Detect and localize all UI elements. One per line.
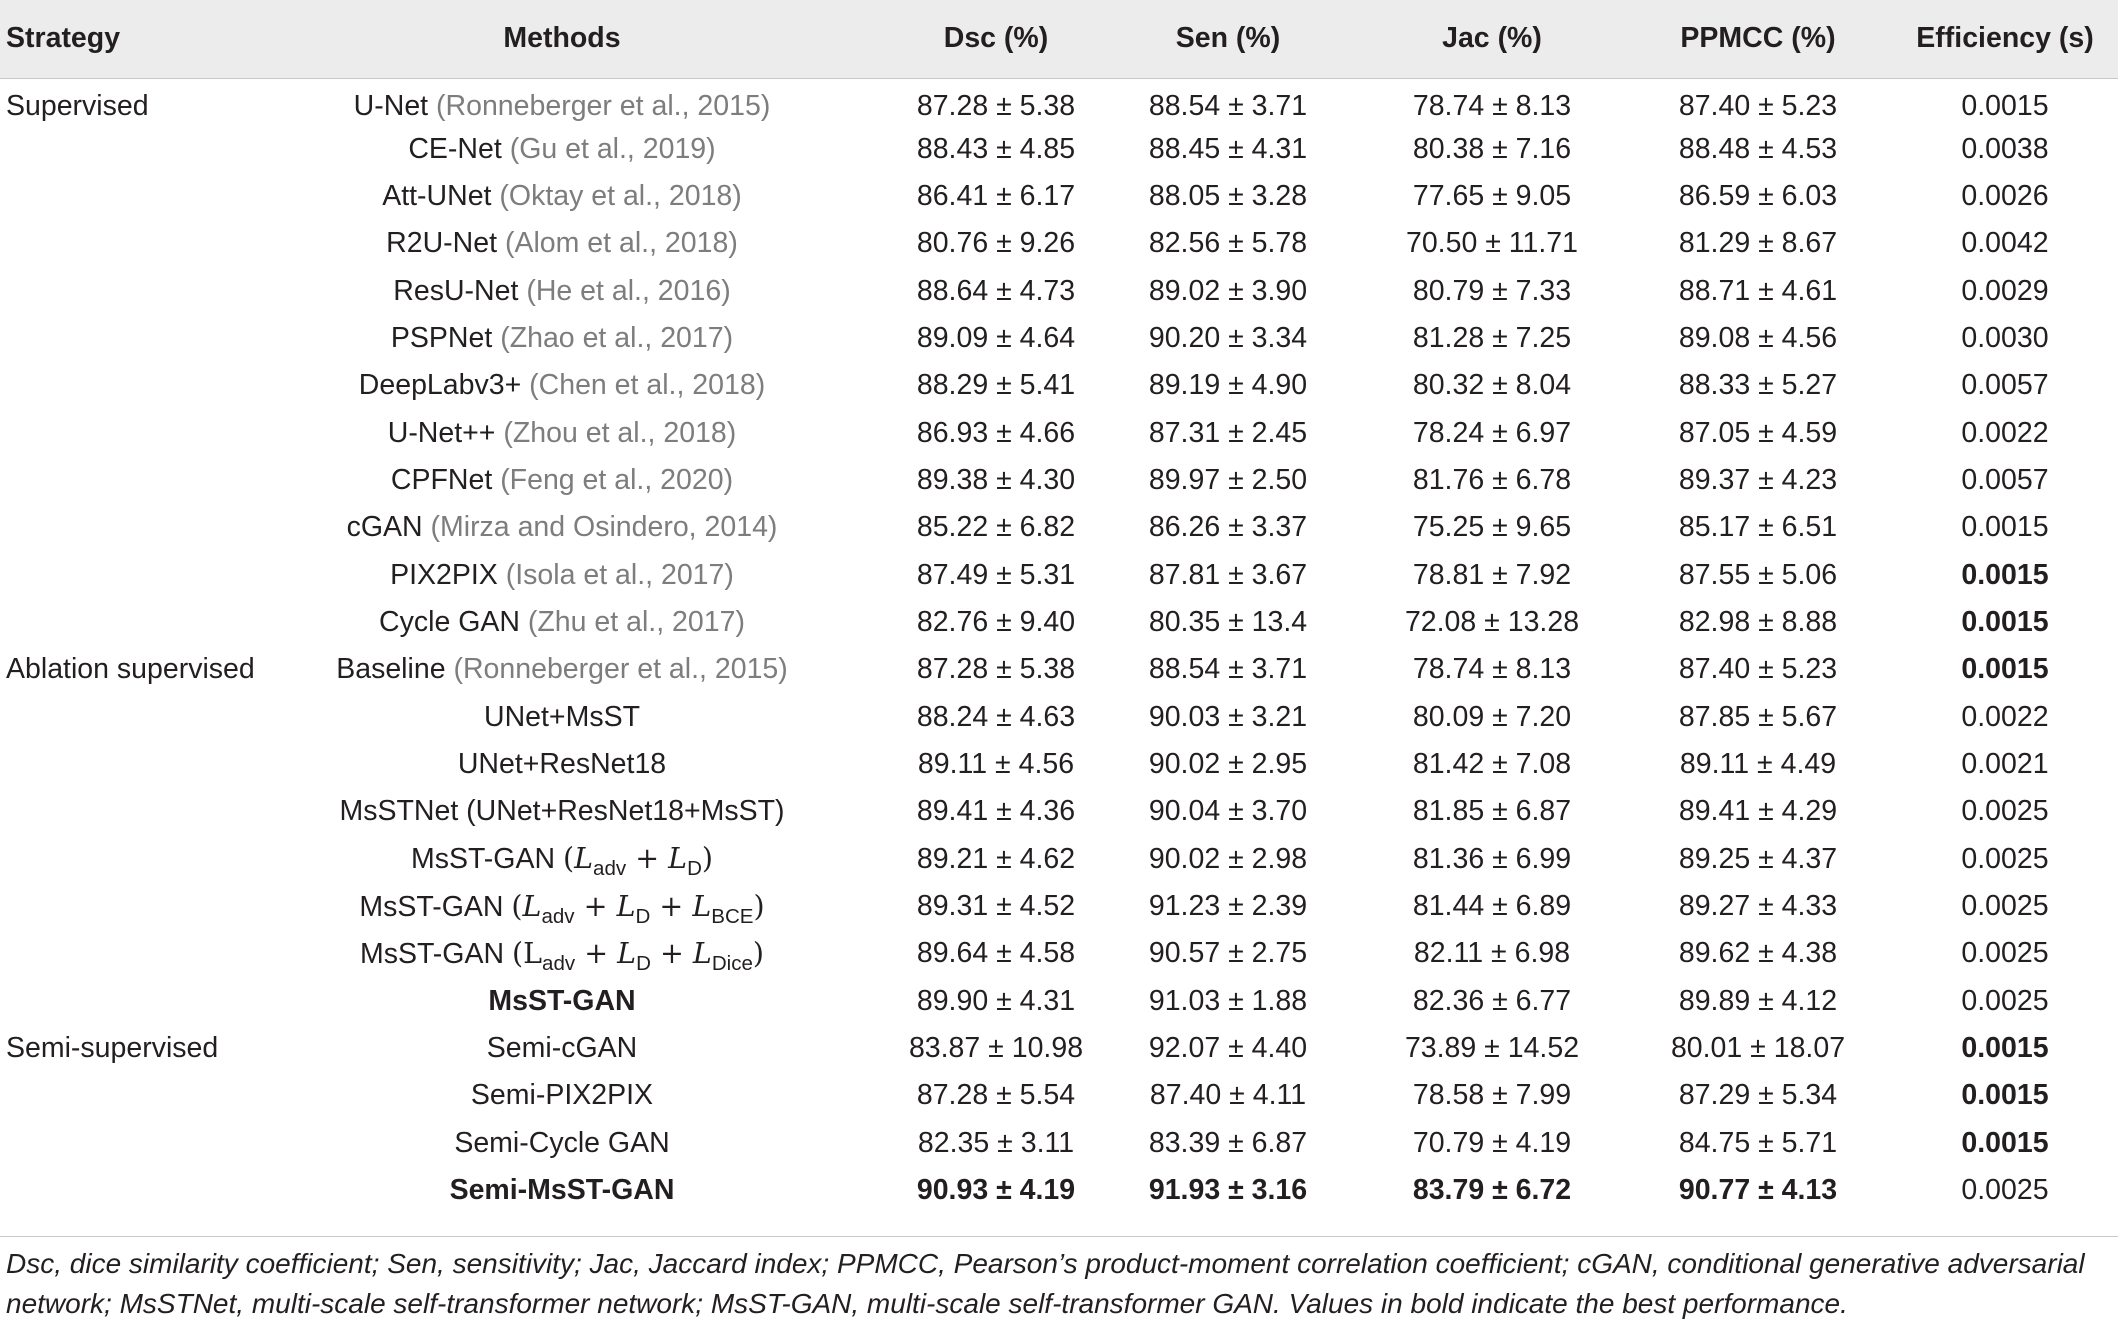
eff-cell: 0.0022 — [1961, 416, 2049, 449]
table-row — [0, 978, 2118, 1025]
ppmcc-cell: 89.62 ± 4.38 — [1678, 937, 1838, 970]
loss-symbol: L — [523, 936, 543, 970]
jac-cell: 75.25 ± 9.65 — [1412, 511, 1572, 544]
eff-cell: 0.0025 — [1961, 1174, 2049, 1207]
method-cell — [228, 504, 896, 551]
loss-term — [523, 937, 542, 970]
strategy-cell — [0, 315, 228, 362]
table-row — [0, 315, 2118, 362]
jac-cell: 78.24 ± 6.97 — [1412, 416, 1572, 449]
dsc-cell: 88.64 ± 4.73 — [916, 274, 1076, 307]
strategy-cell — [0, 362, 228, 409]
table-body — [0, 78, 2118, 1214]
table-row — [0, 1072, 2118, 1119]
loss-symbol: L — [522, 889, 542, 923]
table-row — [0, 267, 2118, 314]
loss-symbol: L — [668, 842, 688, 876]
jac-cell: 73.89 ± 14.52 — [1404, 1032, 1580, 1065]
loss-symbol: L — [617, 936, 637, 970]
method-name: DeepLabv3+ — [358, 369, 522, 402]
dsc-cell: 89.21 ± 4.62 — [916, 842, 1076, 875]
paren-open: ( — [562, 842, 575, 876]
table-row — [0, 362, 2118, 409]
ppmcc-cell: 88.48 ± 4.53 — [1678, 132, 1838, 165]
method-reference: (Mirza and Osindero, 2014) — [430, 511, 778, 544]
eff-cell: 0.0025 — [1961, 984, 2049, 1017]
ppmcc-cell: 89.41 ± 4.29 — [1678, 795, 1838, 828]
col-header-strategy: Strategy — [0, 0, 228, 78]
eff-cell: 0.0015 — [1961, 1126, 2049, 1159]
method-name: Baseline — [336, 653, 446, 686]
method-name: MsST-GAN — [488, 984, 636, 1017]
method-cell — [228, 78, 896, 125]
table-row — [0, 788, 2118, 835]
strategy-cell — [0, 551, 228, 598]
method-name: MsSTNet (UNet+ResNet18+MsST) — [339, 795, 785, 828]
method-cell — [228, 883, 896, 930]
method-name: Semi-PIX2PIX — [470, 1079, 654, 1112]
table-row — [0, 457, 2118, 504]
method-reference: (Zhao et al., 2017) — [500, 321, 734, 354]
strategy-cell — [0, 741, 228, 788]
strategy-cell — [0, 173, 228, 220]
method-reference: (Alom et al., 2018) — [504, 227, 738, 260]
paren-open: ( — [511, 936, 524, 970]
table-row — [0, 1120, 2118, 1167]
loss-term — [617, 937, 636, 970]
method-name: U-Net — [353, 90, 429, 123]
jac-cell: 81.42 ± 7.08 — [1412, 747, 1572, 780]
jac-cell: 82.36 ± 6.77 — [1412, 984, 1572, 1017]
eff-cell: 0.0022 — [1961, 700, 2049, 733]
method-cell — [228, 315, 896, 362]
jac-cell: 80.79 ± 7.33 — [1412, 274, 1572, 307]
jac-cell: 78.74 ± 8.13 — [1412, 90, 1572, 123]
dsc-cell: 89.11 ± 4.56 — [917, 747, 1075, 780]
method-reference: (Gu et al., 2019) — [509, 132, 716, 165]
table-row — [0, 1167, 2118, 1214]
sen-cell: 83.39 ± 6.87 — [1148, 1126, 1308, 1159]
loss-term — [574, 842, 593, 875]
jac-cell: 77.65 ± 9.05 — [1412, 179, 1572, 212]
jac-cell: 81.28 ± 7.25 — [1412, 321, 1572, 354]
dsc-cell: 89.31 ± 4.52 — [916, 890, 1076, 923]
strategy-cell — [0, 1167, 228, 1214]
method-reference: (Ronneberger et al., 2015) — [453, 653, 788, 686]
strategy-cell: Supervised — [6, 90, 149, 123]
ppmcc-cell: 90.77 ± 4.13 — [1678, 1174, 1838, 1207]
sen-cell: 82.56 ± 5.78 — [1148, 227, 1308, 260]
jac-cell: 80.09 ± 7.20 — [1412, 700, 1572, 733]
dsc-cell: 87.28 ± 5.54 — [916, 1079, 1076, 1112]
method-cell — [228, 267, 896, 314]
method-cell — [228, 1120, 896, 1167]
strategy-cell — [0, 693, 228, 740]
dsc-cell: 86.93 ± 4.66 — [916, 416, 1076, 449]
sen-cell: 90.02 ± 2.98 — [1148, 842, 1308, 875]
loss-term — [617, 890, 636, 923]
ppmcc-cell: 86.59 ± 6.03 — [1678, 179, 1838, 212]
strategy-cell: Semi-supervised — [6, 1032, 219, 1065]
eff-cell: 0.0015 — [1961, 1079, 2049, 1112]
strategy-cell — [0, 504, 228, 551]
eff-cell: 0.0057 — [1961, 369, 2049, 402]
method-name: MsST-GAN — [410, 843, 556, 876]
sen-cell: 87.40 ± 4.11 — [1149, 1079, 1307, 1112]
eff-cell: 0.0025 — [1961, 842, 2049, 875]
jac-cell: 83.79 ± 6.72 — [1412, 1174, 1572, 1207]
ppmcc-cell: 85.17 ± 6.51 — [1678, 511, 1838, 544]
method-reference: (Isola et al., 2017) — [505, 558, 734, 591]
table-row — [0, 1025, 2118, 1072]
ppmcc-cell: 89.37 ± 4.23 — [1678, 463, 1838, 496]
loss-subscript: adv — [593, 857, 627, 881]
loss-subscript: BCE — [711, 904, 754, 928]
plus-sign: + — [659, 889, 684, 923]
jac-cell: 72.08 ± 13.28 — [1404, 605, 1580, 638]
loss-term — [523, 890, 542, 923]
strategy-cell — [0, 788, 228, 835]
method-name: Semi-cGAN — [486, 1032, 638, 1065]
dsc-cell: 80.76 ± 9.26 — [916, 227, 1076, 260]
paren-close: ) — [753, 889, 765, 923]
sen-cell: 89.19 ± 4.90 — [1148, 369, 1308, 402]
sen-cell: 86.26 ± 3.37 — [1148, 511, 1308, 544]
method-reference: (Zhou et al., 2018) — [503, 416, 737, 449]
dsc-cell: 87.49 ± 5.31 — [916, 558, 1076, 591]
method-reference: (Feng et al., 2020) — [500, 463, 734, 496]
dsc-cell: 82.76 ± 9.40 — [916, 605, 1076, 638]
jac-cell: 70.50 ± 11.71 — [1405, 227, 1578, 260]
method-reference: (Zhu et al., 2017) — [527, 605, 745, 638]
paren-open: ( — [511, 889, 523, 923]
table-row — [0, 930, 2118, 977]
plus-sign: + — [583, 889, 608, 923]
method-name: R2U-Net — [386, 227, 498, 260]
table-row — [0, 220, 2118, 267]
method-cell — [228, 741, 896, 788]
table-row — [0, 78, 2118, 125]
jac-cell: 81.44 ± 6.89 — [1412, 890, 1572, 923]
strategy-cell — [0, 930, 228, 977]
table-footnote: Dsc, dice similarity coefficient; Sen, sensitivity; Jac, Jaccard index; PPMCC, Pearson’s product-moment correlation coefficient; cGAN, conditional generative adversarial network; MsSTNet, multi-scale self-transformer network; MsST-GAN, multi-scale self-transformer GAN. Values in bold indicate the best performance. — [6, 1248, 2085, 1319]
method-name: Cycle GAN — [379, 605, 520, 638]
ppmcc-cell: 87.55 ± 5.06 — [1678, 558, 1838, 591]
table-row — [0, 693, 2118, 740]
ppmcc-cell: 81.29 ± 8.67 — [1678, 227, 1838, 260]
method-cell — [228, 599, 896, 646]
sen-cell: 89.97 ± 2.50 — [1148, 463, 1308, 496]
sen-cell: 90.20 ± 3.34 — [1148, 321, 1308, 354]
ppmcc-cell: 84.75 ± 5.71 — [1678, 1126, 1838, 1159]
method-cell — [228, 173, 896, 220]
ppmcc-cell: 87.40 ± 5.23 — [1678, 653, 1838, 686]
method-name: ResU-Net — [393, 274, 519, 307]
eff-cell: 0.0042 — [1961, 227, 2049, 260]
ppmcc-cell: 89.27 ± 4.33 — [1678, 890, 1838, 923]
ppmcc-cell: 82.98 ± 8.88 — [1678, 605, 1838, 638]
method-cell — [228, 693, 896, 740]
method-name: Semi-MsST-GAN — [449, 1174, 675, 1207]
method-reference: (He et al., 2016) — [526, 274, 731, 307]
table-row — [0, 173, 2118, 220]
strategy-cell — [0, 267, 228, 314]
ppmcc-cell: 89.08 ± 4.56 — [1678, 321, 1838, 354]
ppmcc-cell: 88.71 ± 4.61 — [1678, 274, 1838, 307]
strategy-cell: Ablation supervised — [6, 653, 255, 686]
method-cell — [228, 930, 896, 977]
method-cell — [228, 978, 896, 1025]
jac-cell: 78.74 ± 8.13 — [1412, 653, 1572, 686]
eff-cell: 0.0026 — [1961, 179, 2049, 212]
method-cell — [228, 836, 896, 883]
table-bottom-rule — [0, 1236, 2118, 1237]
ppmcc-cell: 80.01 ± 18.07 — [1670, 1032, 1846, 1065]
dsc-cell: 90.93 ± 4.19 — [916, 1174, 1076, 1207]
loss-symbol: L — [692, 936, 712, 970]
sen-cell: 90.02 ± 2.95 — [1148, 747, 1308, 780]
sen-cell: 90.57 ± 2.75 — [1148, 937, 1308, 970]
loss-formula — [511, 936, 765, 976]
eff-cell: 0.0015 — [1961, 653, 2049, 686]
strategy-cell — [0, 1120, 228, 1167]
dsc-cell: 89.41 ± 4.36 — [916, 795, 1076, 828]
method-name: U-Net++ — [387, 416, 496, 449]
eff-cell: 0.0015 — [1961, 558, 2049, 591]
eff-cell: 0.0025 — [1961, 795, 2049, 828]
loss-formula — [562, 842, 714, 881]
sen-cell: 89.02 ± 3.90 — [1148, 274, 1308, 307]
jac-cell: 80.38 ± 7.16 — [1412, 132, 1572, 165]
dsc-cell: 86.41 ± 6.17 — [916, 179, 1076, 212]
table-row — [0, 883, 2118, 930]
plus-sign: + — [659, 936, 684, 970]
ppmcc-cell: 89.25 ± 4.37 — [1678, 842, 1838, 875]
loss-subscript: D — [635, 904, 651, 928]
eff-cell: 0.0025 — [1961, 937, 2049, 970]
jac-cell: 81.36 ± 6.99 — [1412, 842, 1572, 875]
dsc-cell: 87.28 ± 5.38 — [916, 653, 1076, 686]
method-name: Semi-Cycle GAN — [454, 1126, 670, 1159]
strategy-cell — [0, 978, 228, 1025]
loss-term — [668, 842, 687, 875]
strategy-cell — [0, 409, 228, 456]
col-header-dsc: Dsc (%) — [896, 0, 1096, 78]
loss-subscript: adv — [541, 904, 575, 928]
sen-cell: 88.54 ± 3.71 — [1148, 90, 1308, 123]
method-name: MsST-GAN — [359, 890, 504, 923]
method-name: MsST-GAN — [359, 937, 505, 970]
strategy-cell — [0, 836, 228, 883]
paren-close: ) — [752, 936, 765, 970]
loss-term — [692, 890, 711, 923]
jac-cell: 82.11 ± 6.98 — [1413, 937, 1571, 970]
eff-cell: 0.0021 — [1961, 747, 2049, 780]
method-name: cGAN — [346, 511, 423, 544]
loss-subscript: D — [687, 857, 702, 881]
sen-cell: 88.05 ± 3.28 — [1148, 179, 1308, 212]
eff-cell: 0.0057 — [1961, 463, 2049, 496]
ppmcc-cell: 89.89 ± 4.12 — [1678, 984, 1838, 1017]
ppmcc-cell: 87.85 ± 5.67 — [1678, 700, 1838, 733]
loss-subscript: Dice — [711, 952, 753, 976]
header-row — [0, 0, 2118, 78]
jac-cell: 81.85 ± 6.87 — [1412, 795, 1572, 828]
table-row — [0, 409, 2118, 456]
dsc-cell: 89.38 ± 4.30 — [916, 463, 1076, 496]
col-header-ppmcc: PPMCC (%) — [1624, 0, 1892, 78]
strategy-cell — [0, 457, 228, 504]
jac-cell: 78.81 ± 7.92 — [1412, 558, 1572, 591]
method-cell — [228, 1072, 896, 1119]
loss-symbol: L — [692, 889, 712, 923]
strategy-cell — [0, 220, 228, 267]
dsc-cell: 89.90 ± 4.31 — [916, 984, 1076, 1017]
method-cell — [228, 788, 896, 835]
method-name: CE-Net — [408, 132, 502, 165]
method-reference: (Chen et al., 2018) — [529, 369, 766, 402]
table-row — [0, 599, 2118, 646]
col-header-efficiency: Efficiency (s) — [1892, 0, 2118, 78]
eff-cell: 0.0029 — [1961, 274, 2049, 307]
ppmcc-cell: 87.40 ± 5.23 — [1678, 90, 1838, 123]
dsc-cell: 88.43 ± 4.85 — [916, 132, 1076, 165]
plus-sign: + — [584, 936, 609, 970]
sen-cell: 92.07 ± 4.40 — [1148, 1032, 1308, 1065]
method-name: CPFNet — [390, 463, 493, 496]
col-header-methods: Methods — [228, 0, 896, 78]
jac-cell: 70.79 ± 4.19 — [1412, 1126, 1572, 1159]
method-reference: (Ronneberger et al., 2015) — [436, 90, 771, 123]
paren-close: ) — [701, 842, 714, 876]
sen-cell: 80.35 ± 13.4 — [1148, 605, 1308, 638]
method-cell — [228, 646, 896, 693]
eff-cell: 0.0015 — [1961, 90, 2049, 123]
eff-cell: 0.0015 — [1961, 1032, 2049, 1065]
dsc-cell: 87.28 ± 5.38 — [916, 90, 1076, 123]
table-row — [0, 125, 2118, 172]
jac-cell: 81.76 ± 6.78 — [1412, 463, 1572, 496]
method-cell — [228, 551, 896, 598]
dsc-cell: 85.22 ± 6.82 — [916, 511, 1076, 544]
dsc-cell: 89.09 ± 4.64 — [916, 321, 1076, 354]
table-row — [0, 504, 2118, 551]
eff-cell: 0.0025 — [1961, 890, 2049, 923]
sen-cell: 87.81 ± 3.67 — [1148, 558, 1308, 591]
method-name: Att-UNet — [382, 179, 492, 212]
dsc-cell: 88.29 ± 5.41 — [916, 369, 1076, 402]
sen-cell: 91.93 ± 3.16 — [1148, 1174, 1308, 1207]
sen-cell: 90.04 ± 3.70 — [1148, 795, 1308, 828]
sen-cell: 90.03 ± 3.21 — [1148, 700, 1308, 733]
strategy-cell — [0, 883, 228, 930]
method-cell — [228, 457, 896, 504]
dsc-cell: 88.24 ± 4.63 — [916, 700, 1076, 733]
method-cell — [228, 1025, 896, 1072]
sen-cell: 88.54 ± 3.71 — [1148, 653, 1308, 686]
ppmcc-cell: 89.11 ± 4.49 — [1679, 747, 1837, 780]
dsc-cell: 89.64 ± 4.58 — [916, 937, 1076, 970]
ppmcc-cell: 88.33 ± 5.27 — [1678, 369, 1838, 402]
method-cell — [228, 1167, 896, 1214]
col-header-jac: Jac (%) — [1360, 0, 1624, 78]
method-name: PIX2PIX — [390, 558, 498, 591]
dsc-cell: 82.35 ± 3.11 — [917, 1126, 1075, 1159]
dsc-cell: 83.87 ± 10.98 — [908, 1032, 1084, 1065]
sen-cell: 91.23 ± 2.39 — [1148, 890, 1308, 923]
ppmcc-cell: 87.05 ± 4.59 — [1678, 416, 1838, 449]
eff-cell: 0.0015 — [1961, 605, 2049, 638]
ppmcc-cell: 87.29 ± 5.34 — [1678, 1079, 1838, 1112]
sen-cell: 87.31 ± 2.45 — [1148, 416, 1308, 449]
method-cell — [228, 409, 896, 456]
loss-term — [693, 937, 712, 970]
method-name: UNet+MsST — [484, 700, 640, 733]
strategy-cell — [0, 599, 228, 646]
loss-subscript: D — [636, 952, 651, 976]
eff-cell: 0.0030 — [1961, 321, 2049, 354]
jac-cell: 80.32 ± 8.04 — [1412, 369, 1572, 402]
col-header-sen: Sen (%) — [1096, 0, 1360, 78]
method-reference: (Oktay et al., 2018) — [499, 179, 742, 212]
table-row — [0, 646, 2118, 693]
plus-sign: + — [635, 842, 660, 876]
strategy-cell — [0, 125, 228, 172]
loss-formula — [511, 889, 765, 928]
method-cell — [228, 125, 896, 172]
loss-symbol: L — [574, 842, 594, 876]
loss-symbol: L — [616, 889, 636, 923]
eff-cell: 0.0015 — [1961, 511, 2049, 544]
table-row — [0, 551, 2118, 598]
method-name: UNet+ResNet18 — [457, 747, 667, 780]
strategy-cell — [0, 1072, 228, 1119]
loss-subscript: adv — [542, 952, 576, 976]
eff-cell: 0.0038 — [1961, 132, 2049, 165]
method-cell — [228, 220, 896, 267]
method-cell — [228, 362, 896, 409]
table-row — [0, 836, 2118, 883]
sen-cell: 91.03 ± 1.88 — [1148, 984, 1308, 1017]
jac-cell: 78.58 ± 7.99 — [1412, 1079, 1572, 1112]
method-name: PSPNet — [390, 321, 493, 354]
sen-cell: 88.45 ± 4.31 — [1148, 132, 1308, 165]
table-row — [0, 741, 2118, 788]
